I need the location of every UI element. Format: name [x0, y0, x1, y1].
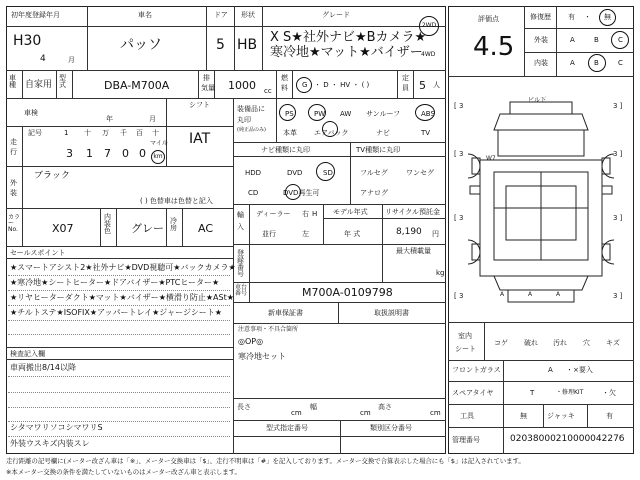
seat-label2: シート — [455, 345, 476, 353]
points-line-1: ★スマートアシスト2★社外ナビ★DVD視聴可★バックカメラ★ — [10, 263, 236, 272]
import-label1: 輸 — [237, 211, 244, 219]
length-label: 長さ — [237, 403, 251, 411]
diagram-label-a3: A — [556, 291, 561, 298]
jack-label: ジャッキ — [547, 412, 575, 420]
mileage-unit-6: 十 — [152, 129, 159, 137]
equip-navi: ナビ — [376, 129, 390, 137]
fuel-label2: 料 — [281, 84, 288, 92]
equip-tv: TV — [421, 129, 431, 137]
points-line-2: ★寒冷地★シートヒーター★ドアバイザー★PTCヒーター★ — [10, 278, 220, 287]
nav-dvd: DVD — [287, 169, 303, 177]
color-label1: 外 — [10, 179, 17, 187]
length-unit: cm — [291, 409, 302, 417]
tv-full: フルセグ — [360, 169, 388, 177]
mgmt-value: 02038000210000042276 — [510, 434, 625, 444]
equip-pw-circle — [308, 104, 326, 121]
svg-text:3 ]: 3 ] — [613, 150, 623, 158]
cap-value: 5 — [419, 79, 426, 92]
tv-analog: アナログ — [360, 189, 388, 197]
glass-rest: ・×要入 — [566, 366, 593, 374]
chassis-label: 車台番号 — [235, 284, 248, 297]
repair-circle — [599, 9, 616, 26]
diagram-label-sill: ビル下 — [528, 97, 547, 104]
recycle-value: 8,190 — [396, 227, 422, 237]
mileage-unit-km: km — [151, 150, 165, 164]
ac-label: 冷房 — [170, 217, 177, 232]
disp-label2: 気量 — [201, 84, 215, 92]
inspect-line-3: 外装ウスキズ内装スレ — [10, 439, 90, 448]
inspect-line-1: 車両搬出8/14以降 — [10, 363, 76, 372]
equip-label1: 装備品に — [237, 105, 265, 113]
equip-sunroof: サンルーフ — [366, 110, 401, 118]
type-value: 自家用 — [25, 80, 53, 90]
exterior-circle — [611, 31, 629, 49]
inspection-month: 月 — [149, 115, 156, 123]
interior-circle — [588, 54, 606, 72]
score-header: 評価点 — [478, 15, 499, 23]
chassis-value: M700A-0109798 — [302, 286, 393, 299]
mileage-unit-4: 千 — [120, 129, 127, 137]
colorcode-value: X07 — [52, 222, 74, 235]
equip-aw: AW — [340, 110, 352, 118]
interior-color-label: 内装色 — [104, 213, 111, 235]
notes-line-2: 寒冷地セット — [238, 352, 286, 361]
model-no-label: 型式指定番号 — [266, 424, 308, 432]
reg-label: 登録番号 — [237, 249, 244, 278]
svg-text:[ 3: [ 3 — [454, 214, 464, 222]
grade-4wd: 4WD — [421, 51, 436, 58]
color-label2: 装 — [10, 189, 17, 197]
svg-text:3 ]: 3 ] — [613, 292, 623, 300]
equip-label3: (純正品のみ) — [237, 127, 266, 133]
model-year-value: 年 式 — [344, 230, 361, 238]
color-note: ( ) 色替車は色替と記入 — [140, 197, 213, 205]
fuel-label1: 燃 — [281, 74, 288, 82]
footer-line-1: 走行距離の記号欄に(メーター改ざん車は「※」、メーター交換車は「$」、走行不明車は「#」を記入しております。メーター交換で合算表示した場合にも「$」は記入されています。 — [6, 457, 525, 465]
seat-label1: 室内 — [458, 332, 472, 340]
points-line-3: ★リヤヒーターダクト★マット★バイザー★横滑り防止★ASt★ — [10, 293, 234, 302]
mileage-unit-1: 1 — [64, 129, 69, 137]
equip-abs-circle — [415, 104, 435, 121]
svg-text:[ 3: [ 3 — [454, 150, 464, 158]
shift-value: IAT — [189, 131, 211, 147]
grade-line1: X S★社外ナビ★Bカメラ★ — [270, 30, 427, 45]
mileage-label2: 行 — [10, 148, 17, 156]
mileage-digit-4: 0 — [122, 147, 129, 160]
nav-dvdplay-circle — [285, 184, 301, 200]
mileage-digit-1: 3 — [66, 147, 73, 160]
tv-one: ワンセグ — [406, 169, 434, 177]
year-month-unit: 月 — [68, 56, 75, 64]
disp-label1: 排 — [203, 74, 210, 82]
spare-none: ・欠 — [602, 389, 616, 397]
svg-text:[ 3: [ 3 — [454, 292, 464, 300]
type-label: 車種 — [9, 74, 16, 89]
recycle-unit: 円 — [432, 230, 439, 238]
nav-sd: SD — [323, 169, 333, 177]
model-value: DBA-M700A — [104, 79, 170, 92]
nav-header: ナビ種類に丸印 — [261, 146, 310, 154]
equip-leather: 本革 — [283, 129, 297, 137]
cap-label1: 定 — [402, 74, 409, 82]
import-dealer: ディーラー — [256, 210, 291, 218]
grade-line2: 寒冷地★マット★バイザー — [270, 45, 423, 60]
repair-opt-yes: 有 — [568, 13, 575, 21]
tools-label: 工具 — [460, 412, 474, 420]
height-label: 高さ — [378, 403, 392, 411]
spare-kit: ・修理KIT — [556, 389, 584, 396]
exterior-opt-b: B — [594, 36, 599, 44]
score-value: 4.5 — [473, 32, 515, 62]
model-label: 型式 — [59, 74, 66, 89]
points-line-4: ★チルトステ★ISOFIX★アッパートレイ★ジャージシート★ — [10, 308, 222, 317]
disp-value: 1000 — [228, 79, 256, 92]
colorcode-label: カラー No. — [8, 214, 21, 233]
interior-opt-a: A — [570, 59, 575, 67]
fuel-circle — [296, 77, 312, 93]
seat-yabure: 破れ — [524, 339, 538, 347]
recycle-label: リサイクル預託金 — [385, 208, 441, 216]
inspection-label: 車検 — [24, 109, 38, 117]
width-label: 幅 — [310, 403, 317, 411]
equip-label2: 丸印 — [237, 116, 251, 124]
doors-header: ドア — [214, 11, 228, 19]
class-no-label: 類別区分番号 — [370, 424, 412, 432]
glass-a: A — [548, 366, 553, 374]
mileage-unit-mile: マイル — [150, 140, 168, 147]
svg-text:3 ]: 3 ] — [613, 102, 623, 110]
notes-line-1: ◎OP◎ — [238, 337, 264, 346]
import-left: 左 — [302, 230, 309, 238]
year-month: 4 — [40, 54, 46, 64]
inspection-year: 年 — [106, 115, 113, 123]
notes-header: 注意事項・不具合箇所 — [238, 326, 299, 333]
ac-value: AC — [198, 222, 214, 235]
equip-ps-circle — [279, 104, 296, 121]
shift-label: シフト — [189, 101, 210, 109]
year-value: H30 — [13, 33, 42, 49]
fuel-value: G — [302, 81, 308, 89]
model-year-label: モデル年式 — [333, 208, 368, 216]
seat-kizu: キズ — [606, 339, 620, 347]
mileage-label1: 走 — [10, 138, 17, 146]
mgmt-label: 管理番号 — [452, 436, 480, 444]
interior-color-value: グレー — [131, 222, 164, 235]
seat-yogore: 汚れ — [553, 339, 567, 347]
equip-ps: PS — [285, 110, 294, 118]
warranty-label: 新車保証書 — [268, 309, 303, 317]
year-header: 初年度登録年月 — [11, 11, 60, 19]
mileage-digit-3: 7 — [104, 147, 111, 160]
nav-cd: CD — [248, 189, 259, 197]
width-unit: cm — [360, 409, 371, 417]
interior-opt-b: B — [594, 59, 599, 67]
cap-unit: 人 — [433, 81, 440, 89]
mileage-header: 記号 — [28, 129, 42, 137]
equip-abs: ABS — [421, 110, 435, 118]
diagram-label-a2: A — [528, 291, 533, 298]
color-value: ブラック — [34, 171, 70, 181]
svg-text:3 ]: 3 ] — [613, 214, 623, 222]
repair-label: 修復歴 — [530, 13, 551, 21]
mileage-digit-2: 1 — [86, 147, 93, 160]
nav-hdd: HDD — [245, 169, 262, 177]
height-unit: cm — [430, 409, 441, 417]
cap-label2: 員 — [402, 84, 409, 92]
spare-t: T — [530, 389, 535, 397]
spare-label: スペアタイヤ — [452, 389, 494, 397]
inspect-header: 検査記入欄 — [10, 350, 45, 358]
import-label2: 入 — [237, 223, 244, 231]
shape-value: HB — [237, 37, 258, 53]
doors-value: 5 — [216, 37, 225, 53]
equip-airbag-circle — [322, 121, 338, 137]
inspect-line-2: シタマワリソコシマワリS — [10, 423, 103, 432]
jack-value: 有 — [606, 412, 613, 420]
fuel-options: ・ D ・ HV ・ ( ) — [314, 81, 370, 89]
import-h: H — [312, 210, 318, 218]
nav-dvdplay: DVD再生可 — [283, 189, 320, 197]
equip-airbag: エアバック — [314, 129, 349, 137]
exterior-opt-c: C — [618, 36, 623, 44]
load-unit: kg — [436, 269, 445, 277]
exterior-label: 外装 — [534, 36, 548, 44]
tools-value: 無 — [520, 412, 527, 420]
footer-line-2: ※本メーター交換の条件を満たしていないものはメーター改ざん車と表示します。 — [6, 468, 241, 476]
name-value: パッソ — [120, 37, 162, 53]
nav-sd-circle — [316, 162, 335, 181]
load-label: 最大積載量 — [396, 247, 431, 255]
import-right: 右 — [302, 210, 309, 218]
glass-label: フロントガラス — [452, 366, 501, 374]
shape-header: 形状 — [241, 11, 255, 19]
mileage-unit-2: 十 — [84, 129, 91, 137]
name-header: 車名 — [138, 11, 152, 19]
grade-header: グレード — [322, 11, 350, 19]
diagram-label-a1: A — [500, 291, 505, 298]
seat-koge: コゲ — [494, 339, 508, 347]
mileage-unit-5: 百 — [136, 129, 143, 137]
grade-2wd-badge: 2WD — [419, 16, 439, 36]
interior-opt-c: C — [618, 59, 623, 67]
mileage-digit-5: 0 — [139, 147, 146, 160]
exterior-opt-a: A — [570, 36, 575, 44]
mileage-unit-3: 万 — [102, 129, 109, 137]
points-header: セールスポイント — [10, 249, 66, 257]
repair-opt-no: 無 — [604, 13, 611, 21]
seat-ana: 穴 — [583, 339, 590, 347]
diagram-label-w7: W7 — [486, 155, 496, 162]
svg-text:[ 3: [ 3 — [454, 102, 464, 110]
car-damage-diagram — [450, 90, 632, 316]
equip-pw: PW — [314, 110, 326, 118]
tv-header: TV種類に丸印 — [356, 146, 401, 154]
disp-unit: cc — [264, 87, 272, 95]
import-parallel: 並行 — [262, 230, 276, 238]
manual-label: 取扱説明書 — [374, 309, 409, 317]
interior-label: 内装 — [534, 59, 548, 67]
